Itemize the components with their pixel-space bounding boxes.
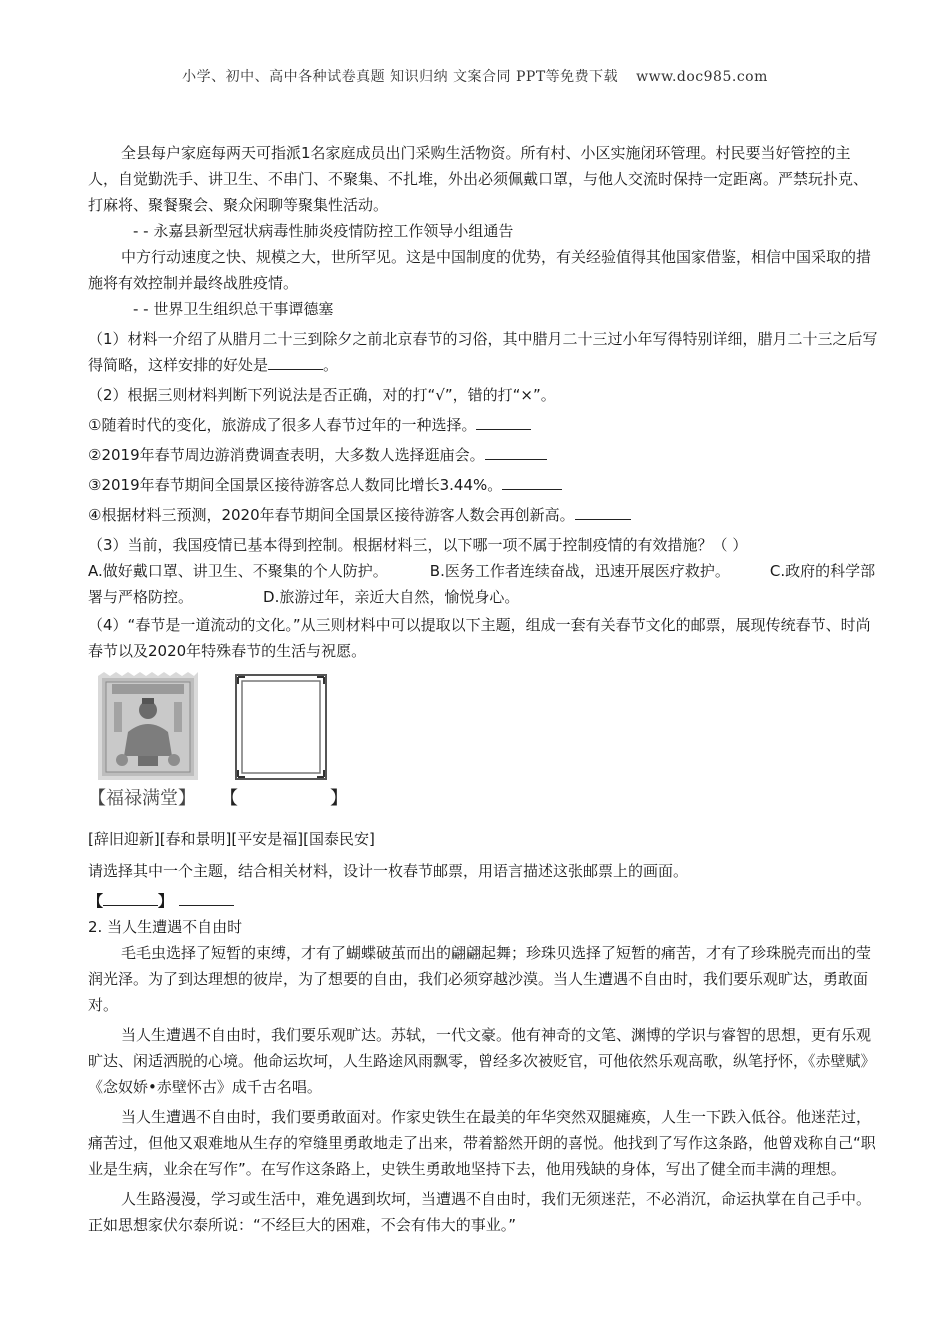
notice-paragraph: 全县每户家庭每两天可指派1名家庭成员出门采购生活物资。所有村、小区实施闭环管理。村民要当好管控的主人，自觉勤洗手、讲卫生、不串门、不聚集、不扎堆，外出必须佩戴口罩，与他人交流时保持一定距离。严禁玩扑克、打麻将、聚餐聚会、聚众闲聊等聚集性活动。 bbox=[88, 144, 869, 214]
judge-item-text: ①随着时代的变化，旅游成了很多人春节过年的一种选择。 bbox=[88, 416, 477, 434]
empty-stamp-caption bbox=[220, 784, 348, 810]
answer-blank[interactable] bbox=[502, 475, 562, 490]
quote-source: - - 世界卫生组织总干事谭德塞 bbox=[133, 300, 334, 318]
answer-blank[interactable] bbox=[575, 505, 631, 520]
judge-item-text: ②2019年春节周边游消费调查表明，大多数人选择逛庙会。 bbox=[88, 446, 485, 464]
judge-item bbox=[88, 412, 878, 438]
option-a[interactable]: A.做好戴口罩、讲卫生、不聚集的个人防护。 bbox=[88, 562, 388, 580]
empty-stamp-frame bbox=[235, 674, 327, 780]
caption-bracket-open: 【 bbox=[220, 788, 238, 809]
question-1-text: （1）材料一介绍了从腊月二十三到除夕之前北京春节的习俗，其中腊月二十三过小年写得特别详细，腊月二十三之后写得简略，这样安排的好处是 bbox=[88, 330, 878, 374]
notice-source: - - 永嘉县新型冠状病毒性肺炎疫情防控工作领导小组通告 bbox=[133, 222, 514, 240]
judge-item-text: ④根据材料三预测，2020年春节期间全国景区接待游客人数会再创新高。 bbox=[88, 506, 575, 524]
section-2-title: 2. 当人生遭遇不自由时 bbox=[88, 918, 243, 936]
quote-paragraph: 中方行动速度之快、规模之大，世所罕见。这是中国制度的优势，有关经验值得其他国家借鉴，相信中国采取的措施将有效控制并最终战胜疫情。 bbox=[88, 248, 872, 292]
option-b[interactable]: B.医务工作者连续奋战，迅速开展医疗救护。 bbox=[429, 562, 730, 580]
answer-bracket-open: 【 bbox=[88, 892, 104, 910]
answer-blank[interactable] bbox=[485, 445, 547, 460]
essay-paragraph: 人生路漫漫，学习或生活中，难免遇到坎坷，当遭遇不自由时，我们无须迷茫，不必消沉，命运执掌在自己手中。正如思想家伏尔泰所说：“不经巨大的困难，不会有伟大的事业。” bbox=[88, 1190, 872, 1234]
question-2: （2）根据三则材料判断下列说法是否正确，对的打“√”，错的打“×”。 bbox=[88, 386, 556, 404]
option-c[interactable]: C.政府的科学部署与严格防控。 bbox=[88, 562, 876, 606]
judge-item bbox=[88, 472, 878, 498]
header-url: www.doc985.com bbox=[636, 69, 768, 85]
question-1 bbox=[88, 326, 878, 378]
question-3-options bbox=[88, 558, 878, 610]
judge-item bbox=[88, 502, 878, 528]
judge-item-text: ③2019年春节期间全国景区接待游客总人数同比增长3.44%。 bbox=[88, 476, 503, 494]
document-body bbox=[88, 140, 878, 1238]
question-4: （4）“春节是一道流动的文化。”从三则材料中可以提取以下主题，组成一套有关春节文化的邮票，展现传统春节、时尚春节以及2020年特殊春节的生活与祝愿。 bbox=[88, 616, 871, 660]
answer-line bbox=[88, 888, 878, 914]
answer-bracket-close: 】 bbox=[158, 892, 174, 910]
caption-bracket-close: 】 bbox=[330, 788, 348, 809]
header-text: 小学、初中、高中各种试卷真题 知识归纳 文案合同 PPT等免费下载 bbox=[182, 69, 619, 85]
answer-blank[interactable] bbox=[476, 415, 531, 430]
fulu-stamp-caption: 【福禄满堂】 bbox=[88, 788, 196, 809]
fulu-stamp-image bbox=[98, 672, 198, 780]
essay-paragraph: 当人生遭遇不自由时，我们要勇敢面对。作家史铁生在最美的年华突然双腿瘫痪，人生一下跌入低谷。他迷茫过，痛苦过，但他又艰难地从生存的窄缝里勇敢地走了出来，带着豁然开朗的喜悦。他找到了写作这条路，他曾戏称自己“职业是生病，业余在写作”。在写作这条路上，史铁生勇敢地坚持下去，他用残缺的身体，写出了健全而丰满的理想。 bbox=[88, 1108, 876, 1178]
stamp-themes: [辞旧迎新][春和景明][平安是福][国泰民安] bbox=[88, 830, 375, 848]
answer-blank[interactable] bbox=[179, 891, 234, 906]
option-d[interactable]: D.旅游过年，亲近大自然，愉悦身心。 bbox=[263, 588, 520, 606]
question-4-task: 请选择其中一个主题，结合相关材料，设计一枚春节邮票，用语言描述这张邮票上的画面。 bbox=[88, 862, 689, 880]
answer-blank[interactable] bbox=[268, 355, 323, 370]
question-3: （3）当前，我国疫情已基本得到控制。根据材料三，以下哪一项不属于控制疫情的有效措施？（ ） bbox=[88, 536, 748, 554]
theme-blank[interactable] bbox=[103, 891, 158, 906]
stamp-area bbox=[88, 672, 878, 832]
essay-paragraph: 毛毛虫选择了短暂的束缚，才有了蝴蝶破茧而出的翩翩起舞；珍珠贝选择了短暂的痛苦，才有了珍珠脱壳而出的莹润光泽。为了到达理想的彼岸，为了想要的自由，我们必须穿越沙漠。当人生遭遇不自由时，我们要乐观旷达，勇敢面对。 bbox=[88, 944, 872, 1014]
essay-paragraph: 当人生遭遇不自由时，我们要乐观旷达。苏轼，一代文豪。他有神奇的文笔、渊博的学识与睿智的思想，更有乐观旷达、闲适洒脱的心境。他命运坎坷，人生路途风雨飘零，曾经多次被贬官，可他依然乐观高歌，纵笔抒怀，《赤壁赋》《念奴娇•赤壁怀古》成千古名唱。 bbox=[88, 1026, 876, 1096]
page-header bbox=[0, 66, 950, 86]
judge-item bbox=[88, 442, 878, 468]
question-1-end: 。 bbox=[323, 356, 339, 374]
